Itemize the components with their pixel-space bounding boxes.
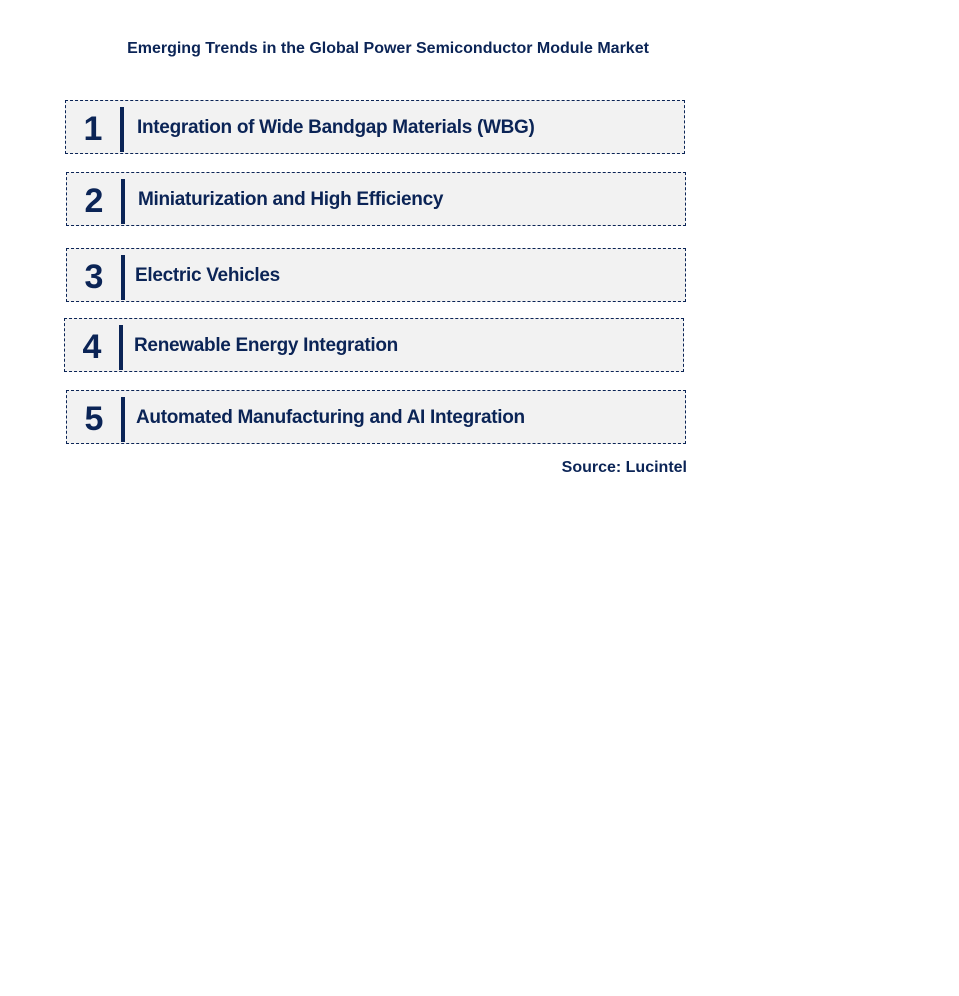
trend-label: Automated Manufacturing and AI Integration [136,407,525,428]
trend-divider [121,255,125,300]
trend-label: Electric Vehicles [135,265,280,286]
trend-number: 5 [84,400,104,438]
trend-number: 3 [84,258,104,296]
trend-divider [120,107,124,152]
trend-divider [121,179,125,224]
trend-number: 2 [84,182,104,220]
trend-number: 4 [82,328,102,366]
trend-item-2 [66,172,686,226]
trend-item-3 [66,248,686,302]
trend-item-4 [64,318,684,372]
trend-label: Miniaturization and High Efficiency [138,189,444,210]
trend-number: 1 [83,110,103,148]
chart-title: Emerging Trends in the Global Power Semiconductor Module Market [127,40,649,57]
source-label: Source: Lucintel [561,459,687,476]
trend-item-1 [65,100,685,154]
trend-item-5 [66,390,686,444]
trend-divider [121,397,125,442]
trend-label: Integration of Wide Bandgap Materials (WBG) [137,117,535,138]
trend-divider [119,325,123,370]
trend-label: Renewable Energy Integration [134,335,398,356]
